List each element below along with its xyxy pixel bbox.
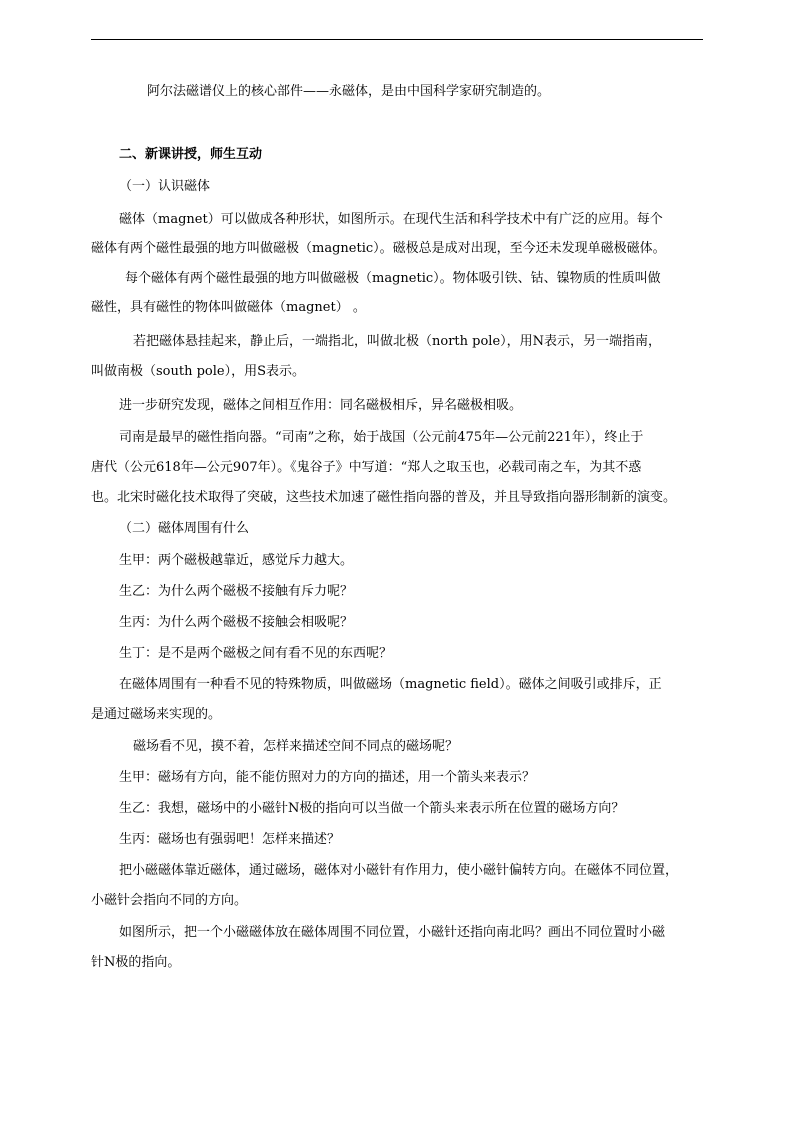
dialogue-line: 生乙：我想，磁场中的小磁针N极的指向可以当做一个箭头来表示所在位置的磁场方向？ (119, 801, 625, 816)
text-line: 也。北宋时磁化技术取得了突破，这些技术加速了磁性指向器的普及，并且导致指向器形制新的演变。 (91, 490, 677, 505)
text-line: 每个磁体有两个磁性最强的地方叫做磁极（magnetic）。物体吸引铁、钴、镍物质的性质叫做 (125, 271, 661, 286)
text-line: 磁体有两个磁性最强的地方叫做磁极（magnetic）。磁极总是成对出现，至今还未发现单磁极磁体。 (91, 241, 666, 256)
text-line: 司南是最早的磁性指向器。“司南”之称，始于战国（公元前475年—公元前221年），终止于 (119, 430, 644, 445)
text-line: 针N极的指向。 (91, 955, 181, 970)
text-line: 磁性，具有磁性的物体叫做磁体（magnet） 。 (91, 300, 366, 315)
dialogue-line: 生甲：磁场有方向，能不能仿照对力的方向的描述，用一个箭头来表示？ (119, 770, 536, 785)
text-line: 在磁体周围有一种看不见的特殊物质，叫做磁场（magnetic field）。磁体之间吸引或排斥，正 (119, 677, 662, 692)
dialogue-line: 生甲：两个磁极越靠近，感觉斥力越大。 (119, 553, 354, 568)
dialogue-line: 生丁：是不是两个磁极之间有看不见的东西呢？ (119, 646, 393, 661)
text-line: 磁体（magnet）可以做成各种形状，如图所示。在现代生活和科学技术中有广泛的应用。每个 (119, 212, 663, 227)
section-heading: 二、新课讲授，师生互动 (119, 147, 263, 162)
subsection-heading: （二）磁体周围有什么 (119, 521, 250, 536)
header-rule (91, 39, 703, 40)
text-line: 小磁针会指向不同的方向。 (91, 893, 248, 908)
text-line: 如图所示，把一个小磁磁体放在磁体周围不同位置，小磁针还指向南北吗？画出不同位置时小磁 (119, 925, 666, 940)
dialogue-line: 生丙：磁场也有强弱吧！怎样来描述？ (119, 832, 341, 847)
text-line: 阿尔法磁谱仪上的核心部件——永磁体，是由中国科学家研究制造的。 (147, 84, 551, 99)
text-line: 是通过磁场来实现的。 (91, 707, 222, 722)
text-line: 叫做南极（south pole），用S表示。 (91, 364, 306, 379)
text-line: 进一步研究发现，磁体之间相互作用：同名磁极相斥，异名磁极相吸。 (119, 398, 523, 413)
text-line: 把小磁磁体靠近磁体，通过磁场，磁体对小磁针有作用力，使小磁针偏转方向。在磁体不同位置， (119, 863, 679, 878)
text-line: 若把磁体悬挂起来，静止后，一端指北，叫做北极（north pole），用N表示，另一端指南， (133, 334, 662, 349)
text-line: 唐代（公元618年—公元907年）。《鬼谷子》中写道：“郑人之取玉也，必载司南之车，为其不惑 (91, 460, 642, 475)
dialogue-line: 生乙：为什么两个磁极不接触有斥力呢？ (119, 584, 354, 599)
dialogue-line: 生丙：为什么两个磁极不接触会相吸呢？ (119, 615, 354, 630)
text-line: 磁场看不见，摸不着，怎样来描述空间不同点的磁场呢？ (133, 739, 459, 754)
subsection-heading: （一）认识磁体 (119, 179, 211, 194)
